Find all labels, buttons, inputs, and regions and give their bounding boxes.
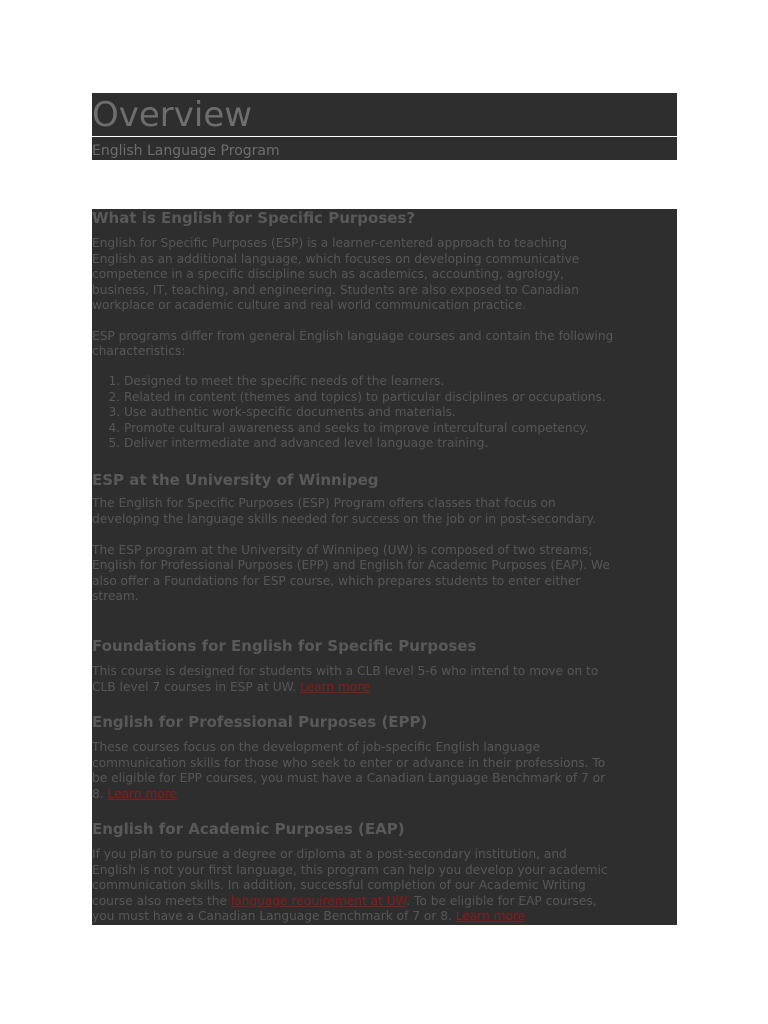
eap-line [92,909,525,925]
esp-uw-para1-line: The English for Specific Purposes (ESP) Program offers classes that focus on [92,496,556,510]
esp-uw-para2-line: stream. [92,589,139,604]
list-item: 1. Designed to meet the specific needs of the learners. [124,374,606,390]
epp-line: communication skills for those who seek to enter or advance in their professions. To [92,755,606,770]
eap-line: English is not your first language, this program can help you develop your academic [92,862,608,877]
foundations-learn-more-link[interactable]: Learn more [300,679,370,694]
heading-esp-uw: ESP at the University of Winnipeg [92,471,379,489]
what-is-para1-line: competence in a specific discipline such as academics, accounting, agrology, [92,267,564,282]
what-is-para1-line: workplace or academic culture and real world communication practice. [92,298,527,313]
epp-line: be eligible for EPP courses, you must have a Canadian Language Benchmark of 7 or [92,771,606,786]
esp-uw-para2-line: also offer a Foundations for ESP course, which prepares students to enter either [92,573,581,588]
page-title: Overview [92,95,253,135]
esp-uw-para1-line: developing the language skills needed for success on the job or in post-secondary. [92,511,596,526]
eap-line [92,894,597,910]
eap-line-text: you must have a Canadian Language Benchmark of 7 or 8. [92,909,456,924]
eap-line: If you plan to pursue a degree or diploma at a post-secondary institution, and [92,847,567,861]
heading-foundations: Foundations for English for Specific Purposes [92,637,477,655]
epp-line-text: 8. [92,786,108,801]
heading-what-is-esp: What is English for Specific Purposes? [92,209,416,227]
content-block [92,209,677,925]
foundations-line: This course is designed for students with a CLB level 5-6 who intend to move on to [92,664,599,678]
list-item: 2. Related in content (themes and topics) to particular disciplines or occupations. [124,390,606,406]
eap-line-text: course also meets the [92,893,231,908]
eap-line: communication skills. In addition, successful completion of our Academic Writing [92,878,586,893]
list-item: 3. Use authentic work-specific documents and materials. [124,405,606,421]
what-is-para2-line: characteristics: [92,344,186,359]
eap-learn-more-link[interactable]: Learn more [455,909,526,924]
heading-epp: English for Professional Purposes (EPP) [92,713,428,731]
esp-uw-para2-line: English for Professional Purposes (EPP) and English for Academic Purposes (EAP). We [92,558,610,573]
foundations-line [92,680,370,696]
esp-uw-para2-line: The ESP program at the University of Winnipeg (UW) is composed of two streams; [92,542,593,557]
foundations-line-text: CLB level 7 courses in ESP at UW. [92,679,301,694]
what-is-para1-line: business, IT, teaching, and engineering. Students are also exposed to Canadian [92,282,579,297]
what-is-para1-line: English for Specific Purposes (ESP) is a learner-centered approach to teaching [92,236,568,250]
list-item: 4. Promote cultural awareness and seeks to improve intercultural competency. [124,421,606,437]
epp-learn-more-link[interactable]: Learn more [107,786,178,801]
page-subtitle: English Language Program [92,143,280,159]
esp-characteristics-list [92,374,606,452]
heading-eap: English for Academic Purposes (EAP) [92,820,405,838]
what-is-para2-line: ESP programs differ from general English language courses and contain the following [92,328,614,343]
language-requirement-link[interactable]: language requirement at UW [230,893,407,908]
epp-line: These courses focus on the development of job-specific English language [92,740,541,754]
eap-line-text: . To be eligible for EAP courses, [406,893,597,908]
list-item: 5. Deliver intermediate and advanced level language training. [124,436,606,452]
epp-line [92,787,177,803]
title-divider [92,136,677,137]
header-block [92,93,677,160]
what-is-para1-line: English as an additional language, which focuses on developing communicative [92,251,580,266]
